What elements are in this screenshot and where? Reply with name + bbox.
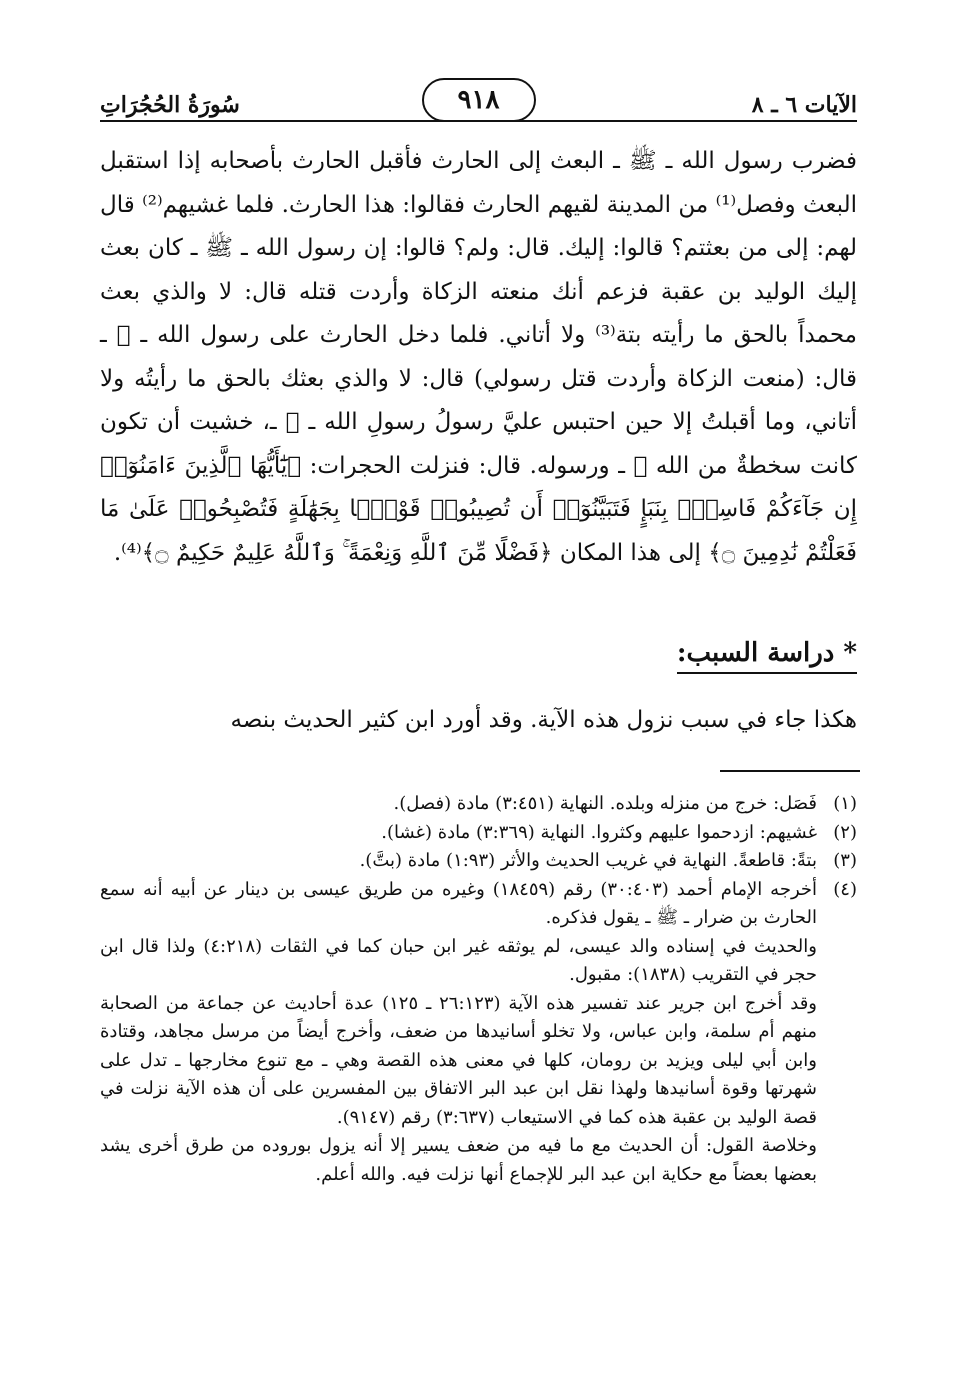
page-header: [100, 78, 857, 126]
footnote-3: [100, 847, 857, 876]
main-paragraph: فضرب رسول الله ـ ﷺ ـ البعث إلى الحارث فأقبل الحارث بأصحابه إذا استقبل البعث وفصل⁽¹⁾ من المدينة لقيهم الحارث فقالوا: هذا الحارث. فلما غشيهم⁽²⁾ قال لهم: إلى من بعثتم؟ قالوا: إليك. قال: ولم؟ قالوا: إن رسول الله ـ ﷺ ـ كان بعث إليك الوليد بن عقبة فزعم أنك منعته الزكاة وأردت قتله قال: لا والذي بعث محمداً بالحق ما رأيته بتة⁽³⁾ ولا أتاني. فلما دخل الحارث على رسول الله ـ ﷺ ـ قال: (منعت الزكاة وأردت قتل رسولي) قال: لا والذي بعثك بالحق ما رأيتُه ولا أتاني، وما أقبلتُ إلا حين احتبس عليَّ رسولُ رسولِ الله ـ ﷺ ـ، خشيت أن تكون كانت سخطةٌ من الله ﷻ ـ ورسوله. قال: فنزلت الحجرات: ﴿يَٰٓأَيُّهَا ٱلَّذِينَ ءَامَنُوٓا۟ إِن جَآءَكُمْ فَاسِقٌۢ بِنَبَإٍ فَتَبَيَّنُوٓا۟ أَن تُصِيبُوا۟ قَوْمًۢا بِجَهَٰلَةٍ فَتُصْبِحُوا۟ عَلَىٰ مَا فَعَلْتُمْ نَٰدِمِينَ ۝﴾ إلى هذا المكان ﴿فَضْلًا مِّنَ ٱللَّهِ وَنِعْمَةً ۚ وَٱللَّهُ عَلِيمٌ حَكِيمٌ ۝﴾⁽⁴⁾.: [100, 148, 857, 566]
footnote-2: [100, 819, 857, 848]
footnotes: [100, 790, 857, 1189]
section-paragraph: هكذا جاء في سبب نزول هذه الآية. وقد أورد ابن كثير الحديث بنصه: [230, 707, 857, 733]
page-number: ٩١٨: [422, 78, 536, 122]
footnote-index: (٤): [833, 878, 857, 900]
footnote-text: غشيهم: ازدحموا عليهم وكثروا. النهاية (٣:٣٦٩) مادة (غشا).: [381, 821, 817, 843]
surah-title: سُورَةُ الحُجُرَاتِ: [100, 92, 240, 118]
footnote-text: بتةً: قاطعةً. النهاية في غريب الحديث والأثر (١:٩٣) مادة (بتَّ).: [359, 850, 817, 871]
footnote-text: وخلاصة القول: أن الحديث مع ما فيه من ضعف يسير إلا أنه يزول بوروده من طرق أخرى يشد بعضها بعضاً مع حكاية ابن عبد البر للإجماع أنها نزلت فيه. والله أعلم.: [100, 1135, 817, 1185]
footnote-text: والحديث في إسناده والد عيسى، لم يوثقه غير ابن حبان كما في الثقات (٤:٢١٨) ولذا قال ابن حجر في التقريب (١٨٣٨): مقبول.: [100, 935, 817, 985]
header-rule: [100, 120, 857, 122]
footnote-text: فَصَل: خرج من منزله وبلده. النهاية (٣:٤٥١) مادة (فصل).: [393, 793, 817, 814]
verses-range: الآيات ٦ ـ ٨: [751, 92, 857, 118]
footnote-index: (١): [833, 793, 857, 814]
footnote-4: [100, 876, 857, 1190]
footnote-index: (٣): [833, 850, 857, 871]
footnote-separator: [720, 770, 860, 772]
footnote-text: أخرجه الإمام أحمد (٣٠:٤٠٣) رقم (١٨٤٥٩) وغيره من طريق عيسى بن دينار عن أبيه أنه سمع الحارث بن ضرار ـ ﷺ ـ يقول فذكره.: [100, 878, 818, 928]
main-text: [100, 140, 857, 610]
footnote-text: وقد أخرج ابن جرير عند تفسير هذه الآية (٢٦:١٢٣ ـ ١٢٥) عدة أحاديث عن جماعة من الصحابة منهم أم سلمة، وابن عباس، ولا تخلو أسانيدها من ضعف، وأخرج أيضاً من مرسل مجاهد، وقتادة وابن أبي ليلى ويزيد بن رومان، كلها في معنى هذه القصة وهي ـ مع تنوع مخارجها ـ تدل على شهرتها وقوة أسانيدها ولهذا نقل ابن عبد البر الاتفاق بين المفسرين على أن هذه الآية نزلت في قصة الوليد بن عقبة هذه كما في الاستيعاب (٣:٦٣٧) رقم (٩١٤٧).: [100, 992, 817, 1128]
section-heading: [677, 638, 857, 668]
section-heading-text: * دراسة السبب:: [677, 638, 857, 674]
footnote-1: [100, 790, 857, 819]
footnote-index: (٢): [833, 821, 857, 843]
